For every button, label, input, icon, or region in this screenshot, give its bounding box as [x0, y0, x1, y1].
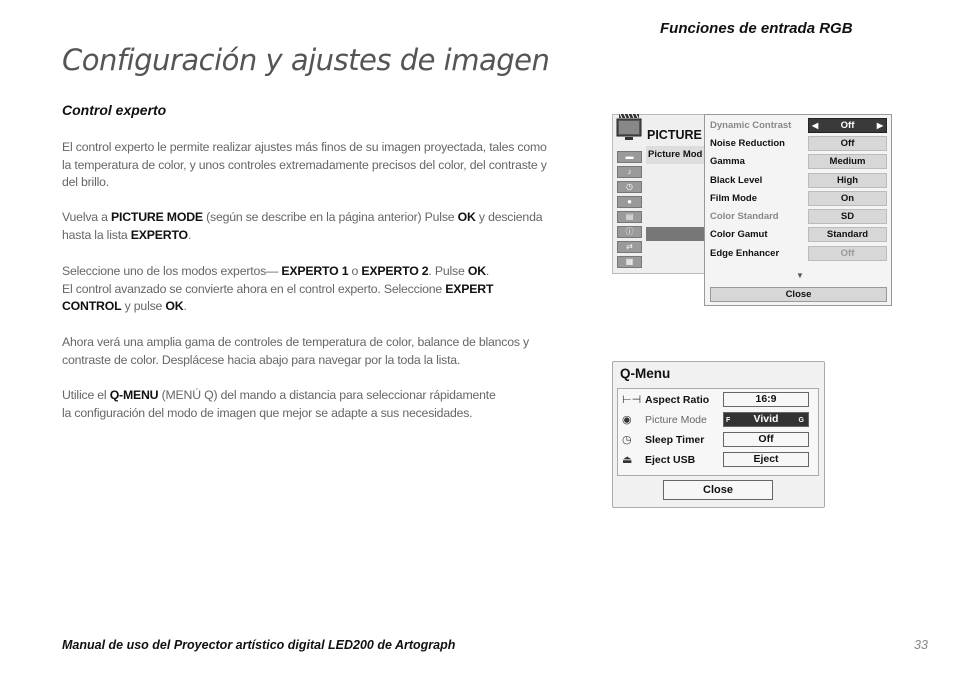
network-icon[interactable]: ▦: [617, 256, 642, 268]
picture-icon[interactable]: ▬: [617, 151, 642, 163]
audio-icon[interactable]: ♪: [617, 166, 642, 178]
eject-usb-icon: ⏏: [622, 454, 633, 466]
setting-label: Film Mode: [710, 193, 757, 204]
setting-row[interactable]: [710, 118, 890, 136]
tv-icon: [616, 114, 642, 142]
setting-label: Black Level: [710, 175, 763, 186]
setting-label: Color Gamut: [710, 229, 768, 240]
text: (según se describe en la página anterior) Pulse: [202, 210, 458, 224]
setting-value-text: Off: [840, 120, 855, 131]
strong: EXPERTO: [130, 227, 188, 242]
strong: EXPERTO 2: [361, 264, 429, 278]
q-menu-value[interactable]: Eject: [723, 452, 809, 467]
text: Seleccione uno de los modos expertos—: [62, 264, 282, 278]
q-menu-row[interactable]: [620, 392, 812, 410]
q-menu-title: Q-Menu: [620, 366, 671, 381]
prev-key[interactable]: F: [726, 417, 731, 424]
q-menu-value[interactable]: Off: [723, 432, 809, 447]
time-icon[interactable]: ◷: [617, 181, 642, 193]
arrow-left-icon[interactable]: ◀: [812, 121, 819, 130]
paragraph-controls: Ahora verá una amplia gama de controles de temperatura de color, balance de blancos y contraste de color. Desplácese hacia abajo para navegar por la toda la lista.: [62, 335, 529, 367]
eye-icon: ◉: [622, 414, 632, 426]
setting-value[interactable]: High: [808, 173, 887, 188]
setting-row[interactable]: [710, 136, 890, 154]
text: .: [187, 227, 192, 242]
setting-label: Color Standard: [710, 211, 779, 222]
aspect-ratio-icon: ⊢⊣: [622, 394, 642, 406]
strong: PICTURE MODE: [111, 210, 203, 224]
usb-icon[interactable]: ⇄: [617, 241, 642, 253]
setting-label: Dynamic Contrast: [710, 120, 792, 131]
setting-row[interactable]: [710, 173, 890, 191]
text: y descienda hasta la lista: [62, 210, 543, 242]
setting-value[interactable]: Medium: [808, 154, 887, 169]
q-menu-close-button[interactable]: Close: [663, 480, 773, 500]
text: Vuelva a: [62, 210, 112, 224]
next-key[interactable]: G: [798, 417, 804, 424]
setting-value[interactable]: On: [808, 191, 887, 206]
subsection-title: Control experto: [62, 102, 167, 118]
text: la configuración del modo de imagen que mejor se adapte a sus necesidades.: [62, 405, 473, 420]
paragraph-picture-mode: [62, 209, 552, 244]
q-menu-label: Eject USB: [645, 454, 696, 466]
q-menu-value[interactable]: [723, 412, 809, 427]
text: El control avanzado se convierte ahora en el control experto. Seleccione: [62, 281, 446, 296]
q-menu-label: Sleep Timer: [645, 434, 705, 446]
text: .: [183, 299, 187, 313]
paragraph-intro: El control experto le permite realizar ajustes más finos de su imagen proyectada, tales como la temperatura de color, y unos controles extremadamente precisos del color, del contraste y del brillo.: [62, 140, 547, 189]
paragraph-q-menu: [62, 387, 552, 422]
option-icon[interactable]: ●: [617, 196, 642, 208]
q-menu-value[interactable]: 16:9: [723, 392, 809, 407]
strong: OK: [467, 264, 486, 278]
arrow-right-icon[interactable]: ▶: [876, 121, 883, 130]
setting-row[interactable]: [710, 191, 890, 209]
footer-manual-title: Manual de uso del Proyector artístico digital LED200 de Artograph: [62, 638, 456, 652]
setting-row[interactable]: [710, 209, 890, 227]
strong: OK: [457, 210, 476, 224]
setting-row[interactable]: [710, 246, 890, 264]
strong: Q-MENU: [109, 388, 159, 402]
setting-value[interactable]: SD: [808, 209, 887, 224]
text: o: [348, 264, 362, 278]
sleep-timer-icon: ◷: [622, 434, 632, 446]
strong: OK: [165, 299, 184, 313]
setting-label: Gamma: [710, 156, 745, 167]
text: Utilice el: [62, 388, 110, 402]
q-menu-row[interactable]: [620, 452, 812, 470]
page-title: Configuración y ajustes de imagen: [62, 43, 550, 77]
section-header: Funciones de entrada RGB: [660, 20, 853, 37]
text: y pulse: [121, 299, 166, 313]
lock-icon[interactable]: ▤: [617, 211, 642, 223]
page-number: 33: [914, 638, 928, 652]
setting-value[interactable]: Standard: [808, 227, 887, 242]
q-menu-label: Aspect Ratio: [645, 394, 710, 406]
setting-label: Edge Enhancer: [710, 248, 780, 259]
text: (MENÚ Q) del mando a distancia para seleccionar rápidamente: [158, 388, 496, 402]
menu-highlight-bar: [646, 227, 706, 241]
setting-row[interactable]: [710, 227, 890, 245]
picture-mode-submenu[interactable]: Picture Mod: [646, 146, 714, 164]
setting-value[interactable]: [808, 118, 887, 133]
picture-menu-title: PICTURE: [647, 128, 702, 142]
strong: EXPERTO 1: [281, 264, 349, 278]
q-menu-row[interactable]: [620, 412, 812, 430]
paragraph-expert-modes: [62, 263, 552, 316]
setting-label: Noise Reduction: [710, 138, 785, 149]
text: . Pulse: [428, 264, 468, 278]
close-button[interactable]: Close: [710, 287, 887, 302]
setting-value[interactable]: Off: [808, 246, 887, 261]
text: .: [485, 264, 490, 278]
q-menu-label: Picture Mode: [645, 414, 707, 426]
scroll-down-icon[interactable]: ▼: [796, 271, 804, 280]
strong: EXPERT CONTROL: [62, 281, 494, 313]
input-icon[interactable]: ⓘ: [617, 226, 642, 238]
q-menu-row[interactable]: [620, 432, 812, 450]
setting-row[interactable]: [710, 154, 890, 172]
q-menu-value-text: Vivid: [753, 413, 779, 425]
setting-value[interactable]: Off: [808, 136, 887, 151]
